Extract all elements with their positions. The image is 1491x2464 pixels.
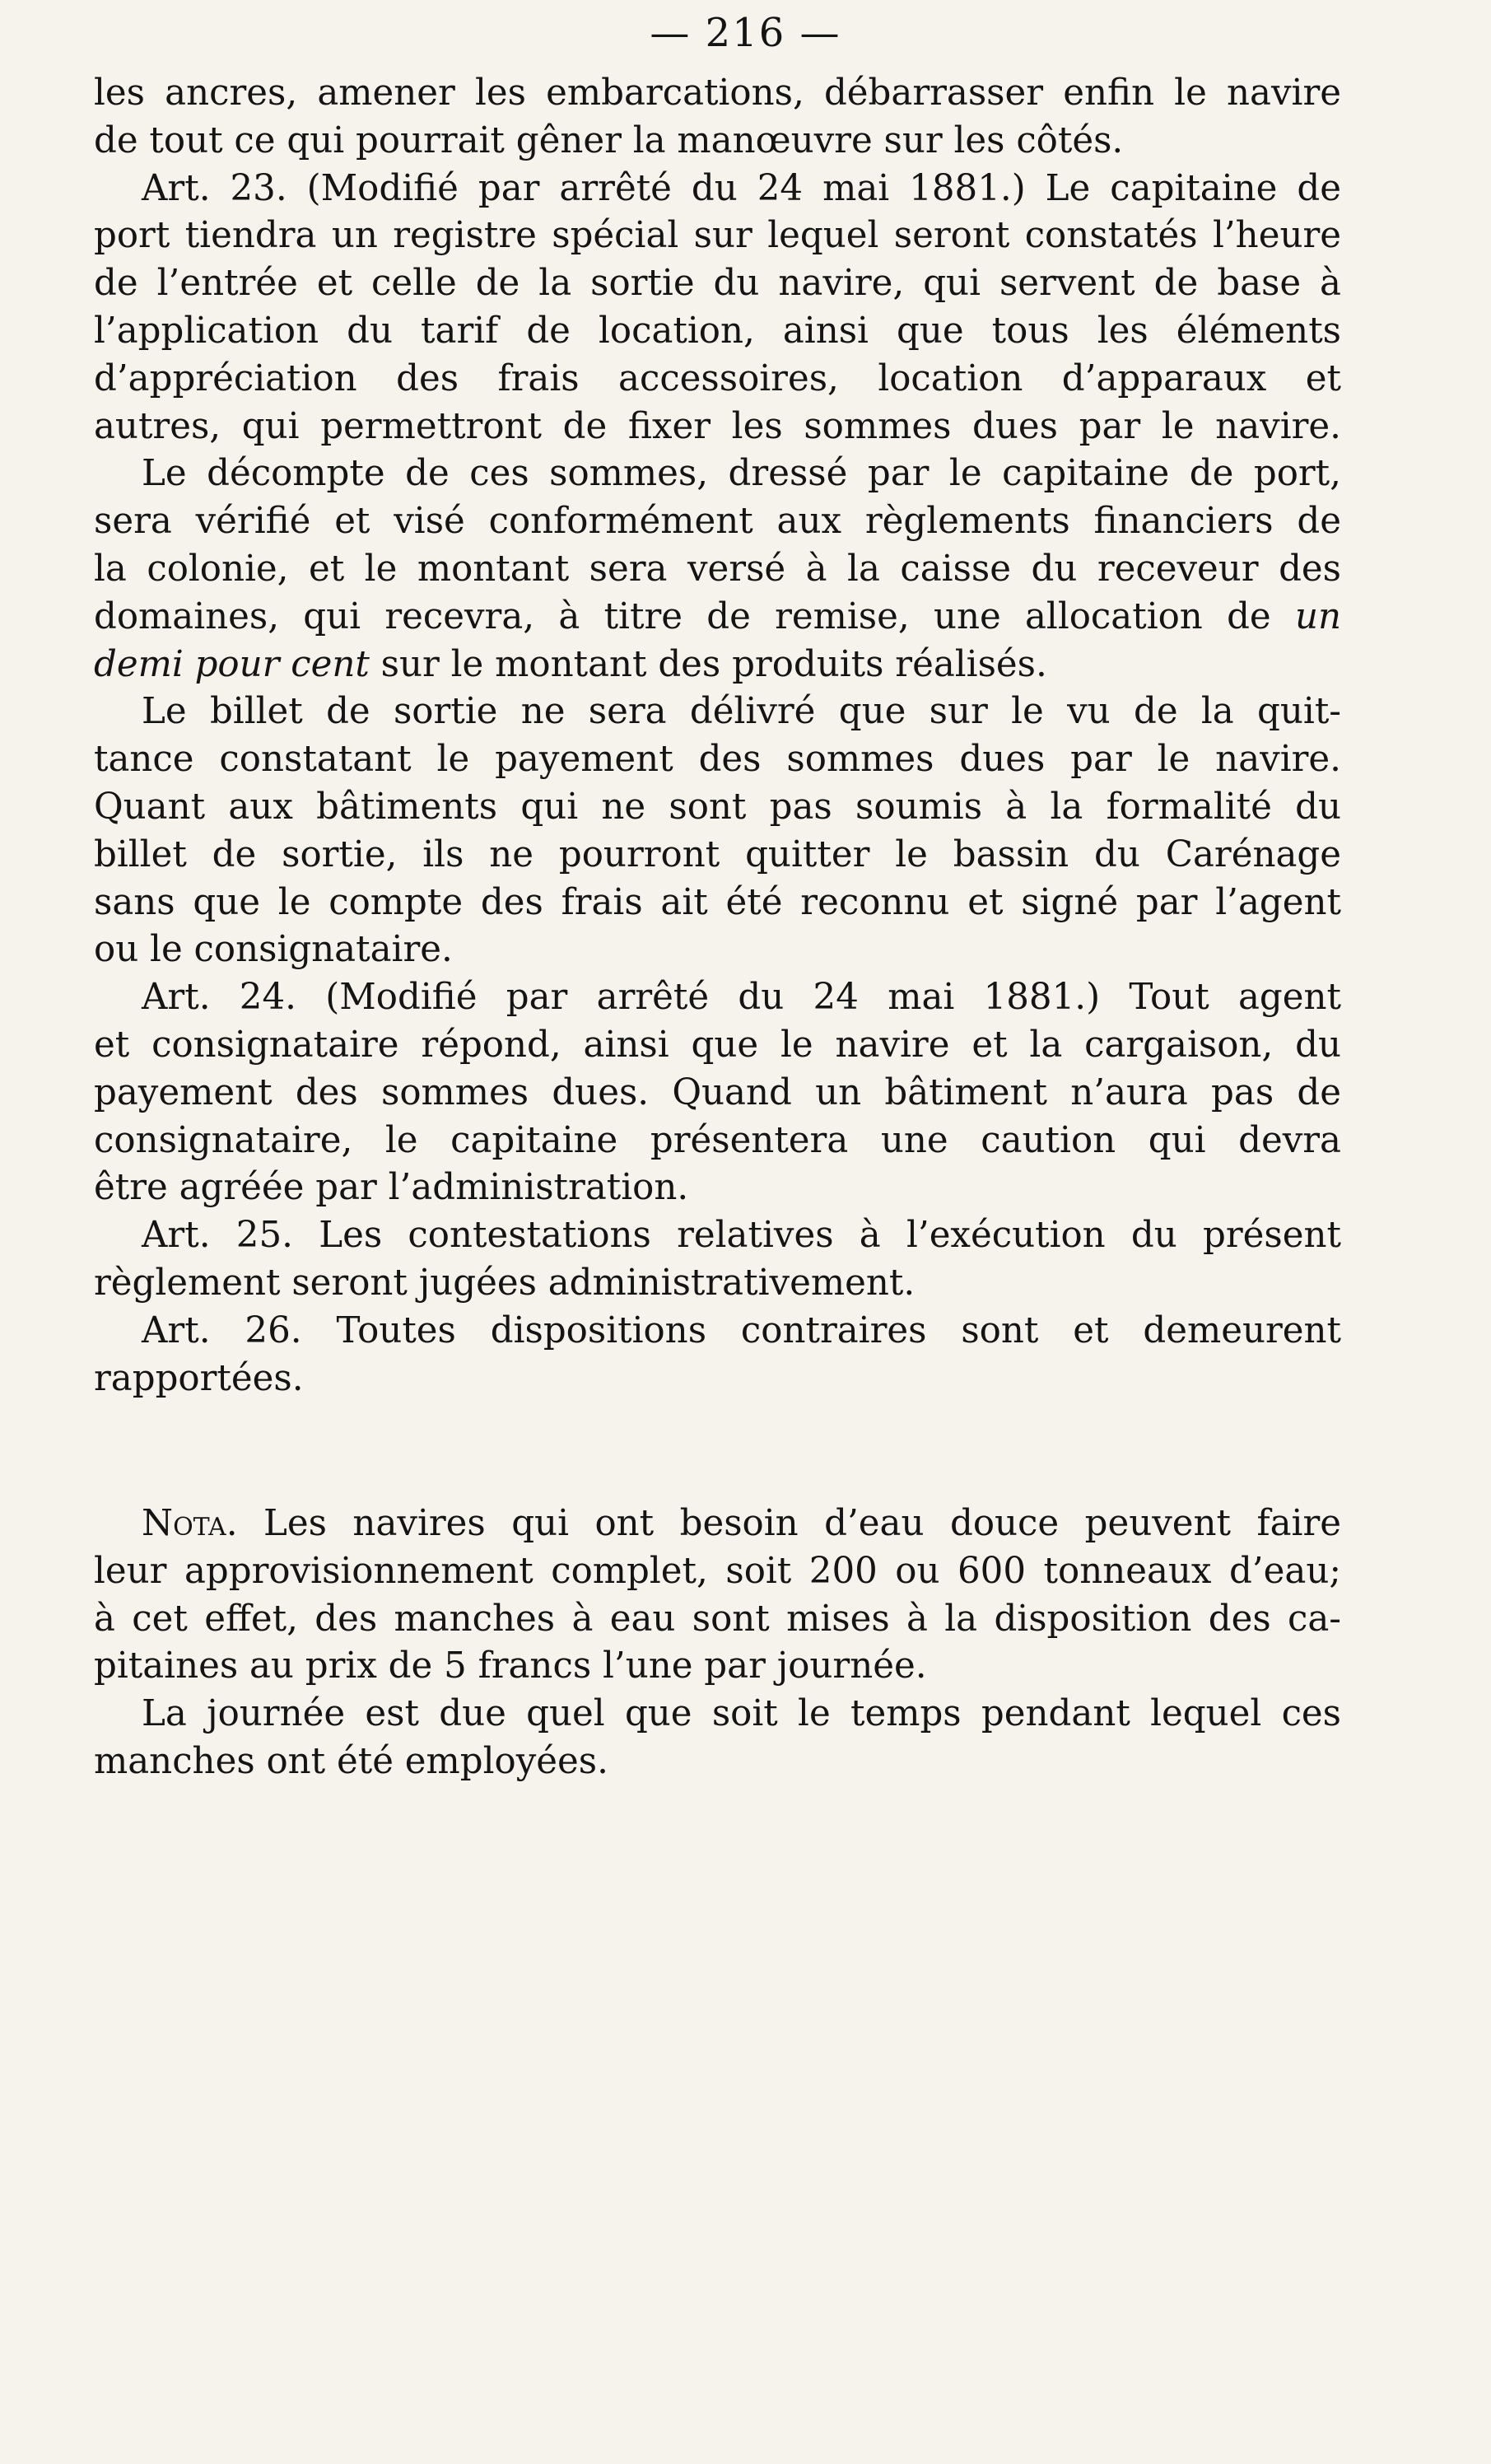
main-text	[94, 70, 1341, 1402]
text-line: les ancres, amener les embarcations, débarrasser enfin le navire	[94, 72, 1341, 114]
text-line: port tiendra un registre spécial sur lequel seront constatés l’heure	[94, 215, 1341, 257]
text-line: être agréée par l’administration.	[94, 1167, 689, 1209]
text-line: sans que le compte des frais ait été reconnu et signé par l’agent	[94, 881, 1341, 923]
text-line: l’application du tarif de location, ainsi que tous les éléments	[94, 310, 1341, 352]
nota-line: leur approvisionnement complet, soit 200 ou 600 tonneaux d’eau;	[94, 1550, 1341, 1592]
text-segment: . Les navires qui ont besoin d’eau douce peuvent faire	[226, 1503, 1341, 1544]
nota-line: La journée est due quel que soit le temps pendant lequel ces	[142, 1693, 1341, 1735]
article-23-heading: Art. 23. (Modifié par arrêté du 24 mai 1881.) Le capitaine de	[142, 167, 1341, 209]
text-line: Le décompte de ces sommes, dressé par le capitaine de port,	[142, 453, 1341, 495]
nota-line: manches ont été employées.	[94, 1740, 608, 1782]
text-line: ou le consignataire.	[94, 929, 453, 971]
nota-label: Nota	[142, 1503, 226, 1544]
text-line: tance constatant le payement des sommes dues par le navire.	[94, 739, 1341, 781]
text-line: rapportées.	[94, 1357, 304, 1399]
page-number: — 216 —	[650, 10, 841, 56]
text-segment: sur le montant des produits réalisés.	[369, 643, 1047, 685]
text-line: Quant aux bâtiments qui ne sont pas soumis à la formalité du	[94, 786, 1341, 828]
text-line: règlement seront jugées administrativement.	[94, 1262, 916, 1304]
text-line: Le billet de sortie ne sera délivré que sur le vu de la quit-	[142, 691, 1341, 733]
text-line: d’appréciation des frais accessoires, location d’apparaux et	[94, 357, 1341, 399]
article-26-heading: Art. 26. Toutes dispositions contraires sont et demeurent	[142, 1309, 1341, 1351]
italic-text: demi pour cent	[94, 643, 370, 685]
article-24-heading: Art. 24. (Modifié par arrêté du 24 mai 1881.) Tout agent	[142, 977, 1341, 1019]
nota-line: à cet effet, des manches à eau sont mises à la disposition des ca-	[94, 1598, 1341, 1640]
text-segment: domaines, qui recevra, à titre de remise, une allocation de	[94, 595, 1295, 637]
text-line: autres, qui permettront de fixer les sommes dues par le navire.	[94, 405, 1341, 447]
text-line: et consignataire répond, ainsi que le navire et la cargaison, du	[94, 1024, 1341, 1066]
text-line: payement des sommes dues. Quand un bâtiment n’aura pas de	[94, 1071, 1341, 1113]
nota-line: pitaines au prix de 5 francs l’une par journée.	[94, 1645, 927, 1687]
text-line	[94, 642, 1341, 689]
text-line: de tout ce qui pourrait gêner la manœuvre sur les côtés.	[94, 119, 1124, 161]
text-line: de l’entrée et celle de la sortie du navire, qui servent de base à	[94, 263, 1341, 305]
article-25-heading: Art. 25. Les contestations relatives à l’exécution du présent	[142, 1215, 1341, 1257]
nota-section	[94, 1500, 1341, 1786]
text-line	[94, 594, 1341, 642]
italic-text: un	[1294, 595, 1341, 637]
text-line: sera vérifié et visé conformément aux règlements financiers de	[94, 501, 1341, 543]
text-line: la colonie, et le montant sera versé à la caisse du receveur des	[94, 548, 1341, 590]
text-line: billet de sortie, ils ne pourront quitter le bassin du Carénage	[94, 833, 1341, 875]
nota-line	[94, 1500, 1341, 1548]
text-line: consignataire, le capitaine présentera une caution qui devra	[94, 1119, 1341, 1161]
